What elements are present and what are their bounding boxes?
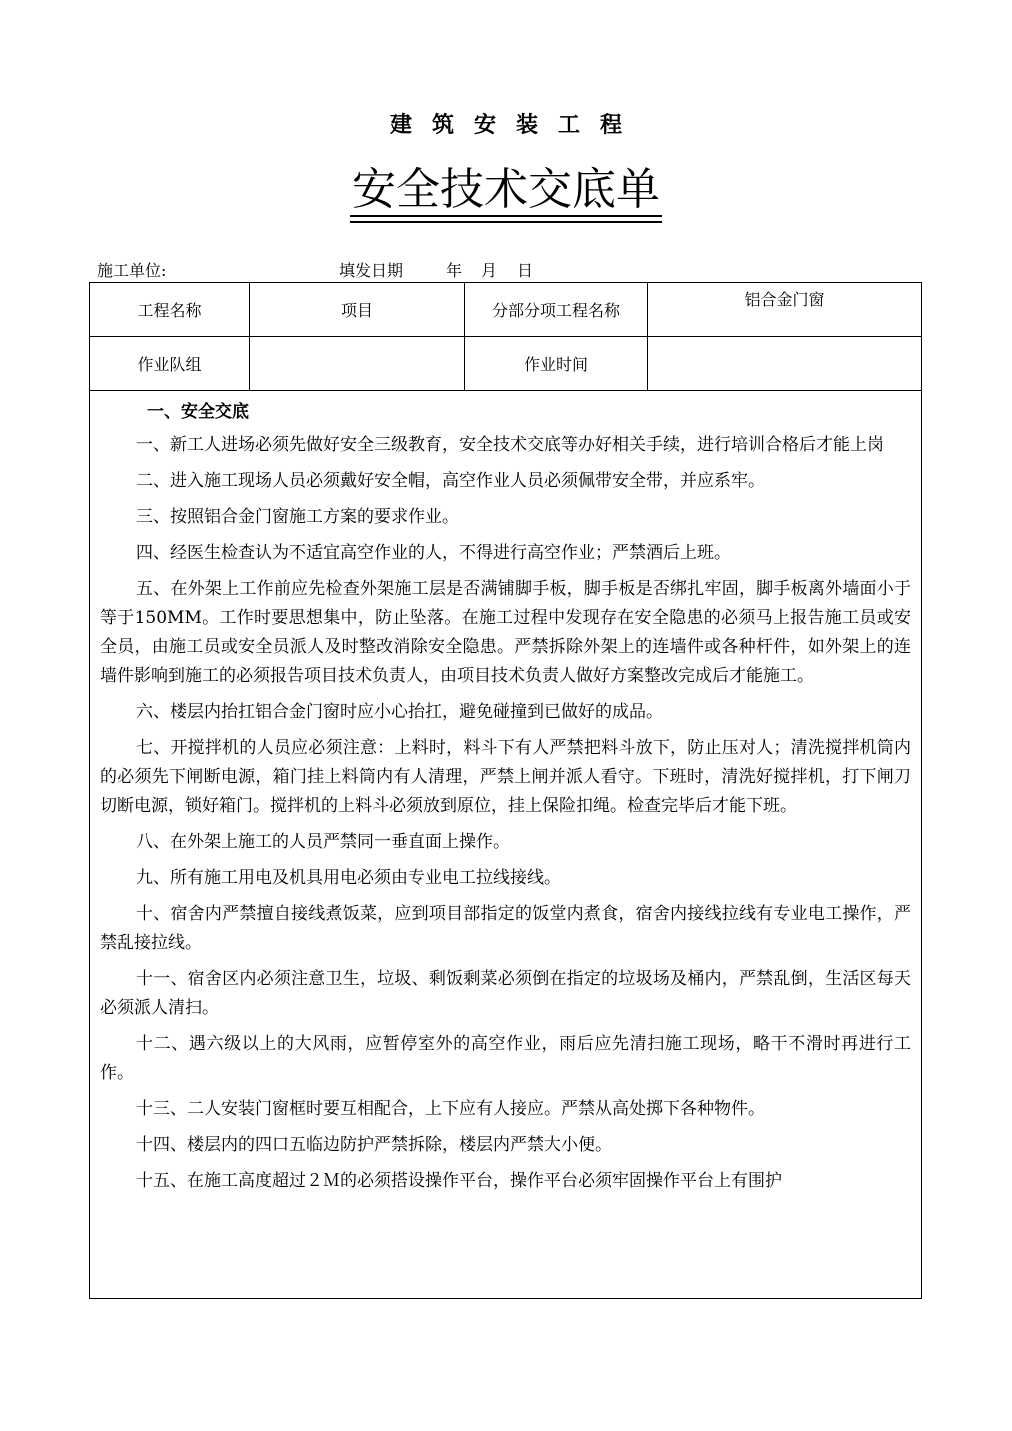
section-title: 一、安全交底	[147, 402, 249, 422]
briefing-item: 十五、在施工高度超过２Ｍ的必须搭设操作平台，操作平台必须牢固操作平台上有围护	[136, 1171, 782, 1191]
briefing-item: 二、进入施工现场人员必须戴好安全帽，高空作业人员必须佩带安全带，并应系牢。	[136, 471, 765, 491]
team-label: 作业队组	[137, 355, 202, 374]
year-label: 年	[446, 261, 463, 280]
briefing-item: 十二、遇六级以上的大风雨，应暂停室外的高空作业，雨后应先清扫施工现场，略干不滑时再进行工作。	[100, 1034, 911, 1083]
briefing-item: 七、开搅拌机的人员应必须注意：上料时，料斗下有人严禁把料斗放下，防止压对人；清洗搅拌机筒内的必须先下闸断电源，箱门挂上料筒内有人清理，严禁上闸并派人看守。下班时，清洗好搅拌机，打下闸刀切断电源，锁好箱门。搅拌机的上料斗必须放到原位，挂上保险扣绳。检查完毕后才能下班。	[100, 738, 911, 816]
briefing-item: 五、在外架上工作前应先检查外架施工层是否满铺脚手板，脚手板是否绑扎牢固，脚手板离外墙面小于等于150MM。工作时要思想集中，防止坠落。在施工过程中发现存在安全隐患的必须马上报告施工员或安全员，由施工员或安全员派人及时整改消除安全隐患。严禁拆除外架上的连墙件或各种杆件，如外架上的连墙件影响到施工的必须报告项目技术负责人，由项目技术负责人做好方案整改完成后才能施工。	[100, 579, 911, 686]
briefing-item: 十、宿舍内严禁擅自接线煮饭菜，应到项目部指定的饭堂内煮食，宿舍内接线拉线有专业电工操作，严禁乱接拉线。	[100, 904, 911, 953]
briefing-item: 八、在外架上施工的人员严禁同一垂直面上操作。	[136, 832, 510, 852]
briefing-item: 九、所有施工用电及机具用电必须由专业电工拉线接线。	[136, 868, 561, 888]
meta-row	[97, 258, 917, 280]
work-time-value	[648, 337, 921, 390]
month-label: 月	[481, 261, 498, 280]
day-label: 日	[517, 261, 534, 280]
safety-briefing-form	[89, 282, 922, 1299]
briefing-content	[90, 391, 921, 1203]
briefing-item: 三、按照铝合金门窗施工方案的要求作业。	[136, 507, 459, 527]
document-subtitle: 建筑安装工程	[389, 112, 642, 138]
project-name-value: 项目	[340, 301, 373, 320]
construction-unit-label: 施工单位:	[97, 261, 167, 280]
briefing-item: 六、楼层内抬扛铝合金门窗时应小心抬扛，避免碰撞到已做好的成品。	[136, 702, 663, 722]
briefing-item: 四、经医生检查认为不适宜高空作业的人，不得进行高空作业；严禁酒后上班。	[136, 543, 731, 563]
issue-date-label: 填发日期	[339, 261, 404, 280]
briefing-item: 十三、二人安装门窗框时要互相配合，上下应有人接应。严禁从高处掷下各种物件。	[136, 1099, 765, 1119]
project-name-label: 工程名称	[137, 301, 202, 320]
briefing-item: 十四、楼层内的四口五临边防护严禁拆除，楼层内严禁大小便。	[136, 1135, 612, 1155]
work-time-label: 作业时间	[523, 355, 588, 374]
briefing-item: 十一、宿舍区内必须注意卫生，垃圾、剩饭剩菜必须倒在指定的垃圾场及桶内，严禁乱倒，生活区每天必须派人清扫。	[100, 969, 911, 1018]
sub-project-label: 分部分项工程名称	[491, 301, 620, 320]
briefing-item: 一、新工人进场必须先做好安全三级教育，安全技术交底等办好相关手续，进行培训合格后才能上岗	[136, 435, 884, 455]
sub-project-value: 铝合金门窗	[744, 290, 825, 309]
team-value	[250, 337, 464, 390]
document-title-wrap	[0, 162, 1012, 218]
document-title: 安全技术交底单	[352, 164, 660, 215]
